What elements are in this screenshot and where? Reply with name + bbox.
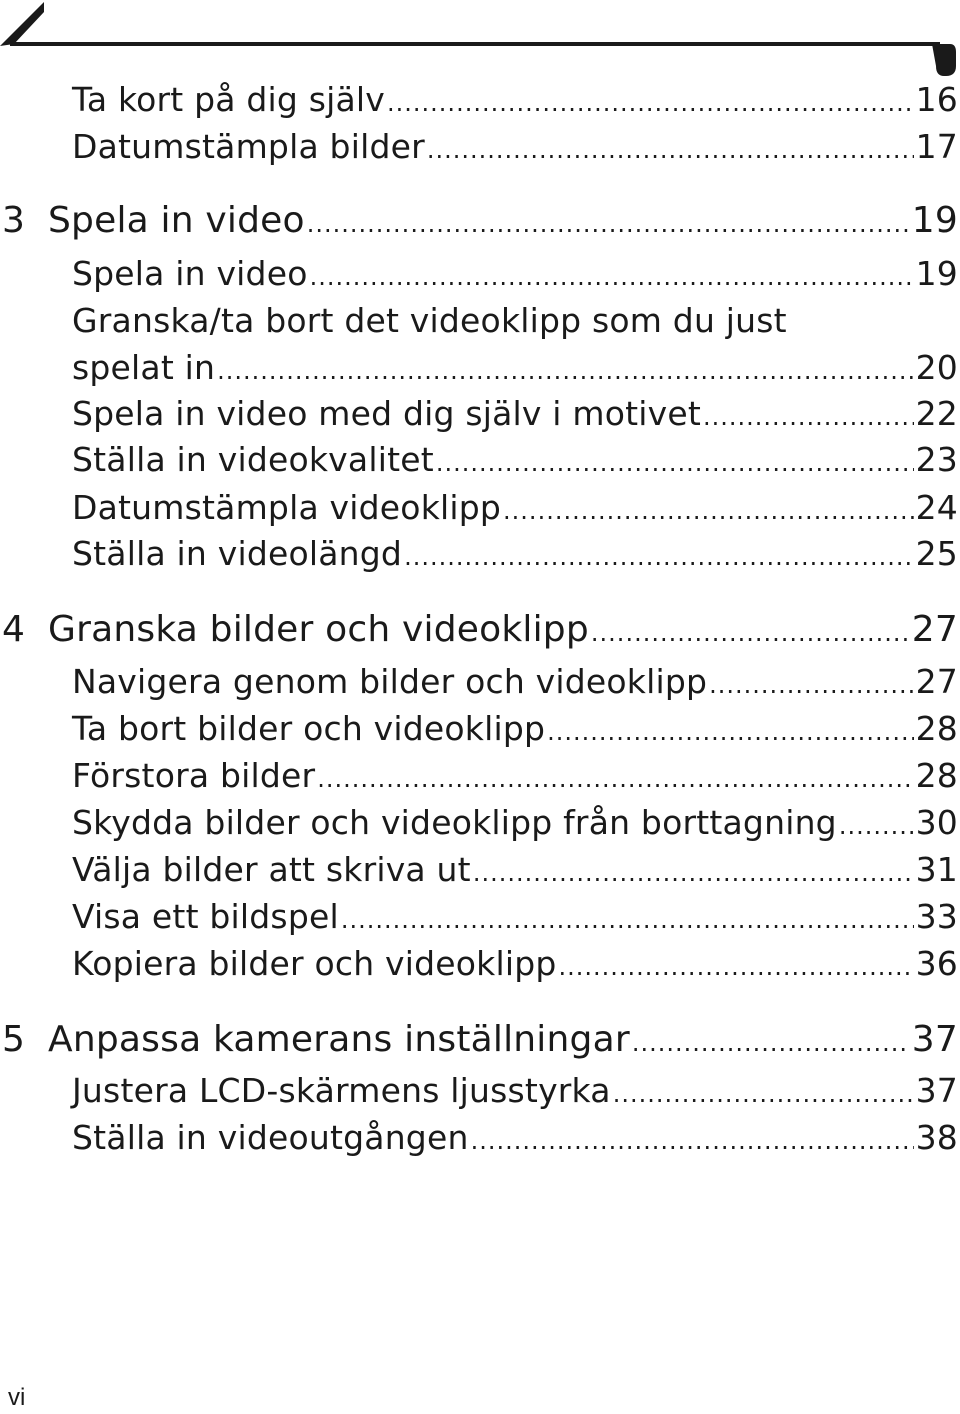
toc-entry-page: 31 (915, 850, 958, 889)
toc-entry[interactable] (0, 660, 958, 707)
toc-entry-page: 33 (915, 897, 958, 936)
leader-dots (473, 848, 914, 895)
toc-entry-label: Kopiera bilder och videoklipp (72, 944, 557, 983)
toc-entry-label: Ställa in videoutgången (72, 1118, 469, 1157)
leader-dots (591, 608, 910, 655)
toc-entry[interactable] (0, 438, 958, 485)
chapter-title: Spela in video (48, 200, 305, 241)
leader-dots (559, 942, 914, 989)
leader-dots (709, 660, 913, 707)
toc-entry-label-line1[interactable]: Granska/ta bort det videoklipp som du just (72, 301, 787, 340)
page-folio: vi (8, 1384, 26, 1411)
toc-entry-page: 30 (915, 803, 958, 842)
toc-entry[interactable] (0, 942, 958, 989)
toc-entry[interactable] (0, 754, 958, 801)
toc-entry-page: 28 (915, 709, 958, 748)
leader-dots (307, 199, 910, 246)
header-rule-line (10, 42, 940, 46)
leader-dots (703, 392, 914, 439)
toc-entry-page: 28 (915, 756, 958, 795)
toc-entry-label: Spela in video (72, 254, 308, 293)
toc-chapter-4[interactable] (0, 608, 958, 655)
toc-entry-page: 25 (915, 534, 958, 573)
toc-entry-page: 27 (915, 662, 958, 701)
toc-entry-label: Datumstämpla videoklipp (72, 488, 502, 527)
toc-entry-label: Skydda bilder och videoklipp från borttagning (72, 803, 837, 842)
leader-dots (471, 1116, 914, 1163)
leader-dots (613, 1069, 914, 1116)
toc-entry-page: 19 (915, 254, 958, 293)
leader-dots (310, 252, 914, 299)
toc-entry[interactable] (0, 1116, 958, 1163)
toc-entry-page: 37 (915, 1071, 958, 1110)
leader-dots (839, 801, 914, 848)
toc-entry-page: 23 (915, 440, 958, 479)
toc-chapter-5[interactable] (0, 1018, 958, 1065)
toc-entry-page: 20 (915, 348, 958, 387)
toc-entry[interactable] (0, 532, 958, 579)
toc-entry-page: 16 (915, 80, 958, 119)
leader-dots (404, 532, 914, 579)
toc-entry-label: Ta bort bilder och videoklipp (72, 709, 546, 748)
toc-chapter-3[interactable] (0, 199, 958, 246)
chapter-number: 3 (2, 200, 26, 241)
toc-entry-label: Välja bilder att skriva ut (72, 850, 471, 889)
chapter-page: 37 (911, 1019, 958, 1060)
toc-entry-page: 22 (915, 394, 958, 433)
toc-entry-page: 38 (915, 1118, 958, 1157)
leader-dots (547, 707, 913, 754)
leader-dots (387, 78, 914, 125)
leader-dots (632, 1018, 910, 1065)
chapter-page: 27 (911, 609, 958, 650)
header-corner-wedge (0, 2, 44, 46)
toc-entry-label: Visa ett bildspel (72, 897, 339, 936)
leader-dots (436, 438, 914, 485)
toc-entry-label: Spela in video med dig själv i motivet (72, 394, 701, 433)
header-end-tab (932, 44, 956, 76)
chapter-page: 19 (911, 200, 958, 241)
toc-entry[interactable] (0, 486, 958, 533)
toc-entry[interactable] (0, 707, 958, 754)
chapter-number: 5 (2, 1019, 26, 1060)
chapter-title: Anpassa kamerans inställningar (48, 1019, 630, 1060)
chapter-title: Granska bilder och videoklipp (48, 609, 589, 650)
toc-entry[interactable] (0, 346, 958, 393)
toc-entry-label: Navigera genom bilder och videoklipp (72, 662, 708, 701)
chapter-number: 4 (2, 609, 26, 650)
leader-dots (427, 125, 914, 172)
toc-entry[interactable] (0, 801, 958, 848)
toc-entry-page: 24 (915, 488, 958, 527)
header-rule (0, 0, 960, 80)
toc-entry-label: Förstora bilder (72, 756, 316, 795)
leader-dots (217, 346, 913, 393)
toc-entry-label: Ställa in videokvalitet (72, 440, 434, 479)
toc-entry-label: Datumstämpla bilder (72, 127, 425, 166)
toc-entry-label: Justera LCD-skärmens ljusstyrka (72, 1071, 611, 1110)
leader-dots (341, 895, 914, 942)
leader-dots (317, 754, 913, 801)
toc-entry-label: spelat in (72, 348, 216, 387)
toc-entry-label: Ställa in videolängd (72, 534, 403, 573)
leader-dots (503, 486, 914, 533)
toc-entry[interactable] (0, 848, 958, 895)
toc-entry[interactable] (0, 78, 958, 125)
toc-entry-page: 17 (915, 127, 958, 166)
toc-entry[interactable] (0, 895, 958, 942)
toc-entry-page: 36 (915, 944, 958, 983)
toc-entry[interactable] (0, 1069, 958, 1116)
toc-entry[interactable] (0, 252, 958, 299)
toc-entry[interactable] (0, 392, 958, 439)
toc-entry-label: Ta kort på dig själv (72, 80, 386, 119)
toc-entry[interactable] (0, 125, 958, 172)
